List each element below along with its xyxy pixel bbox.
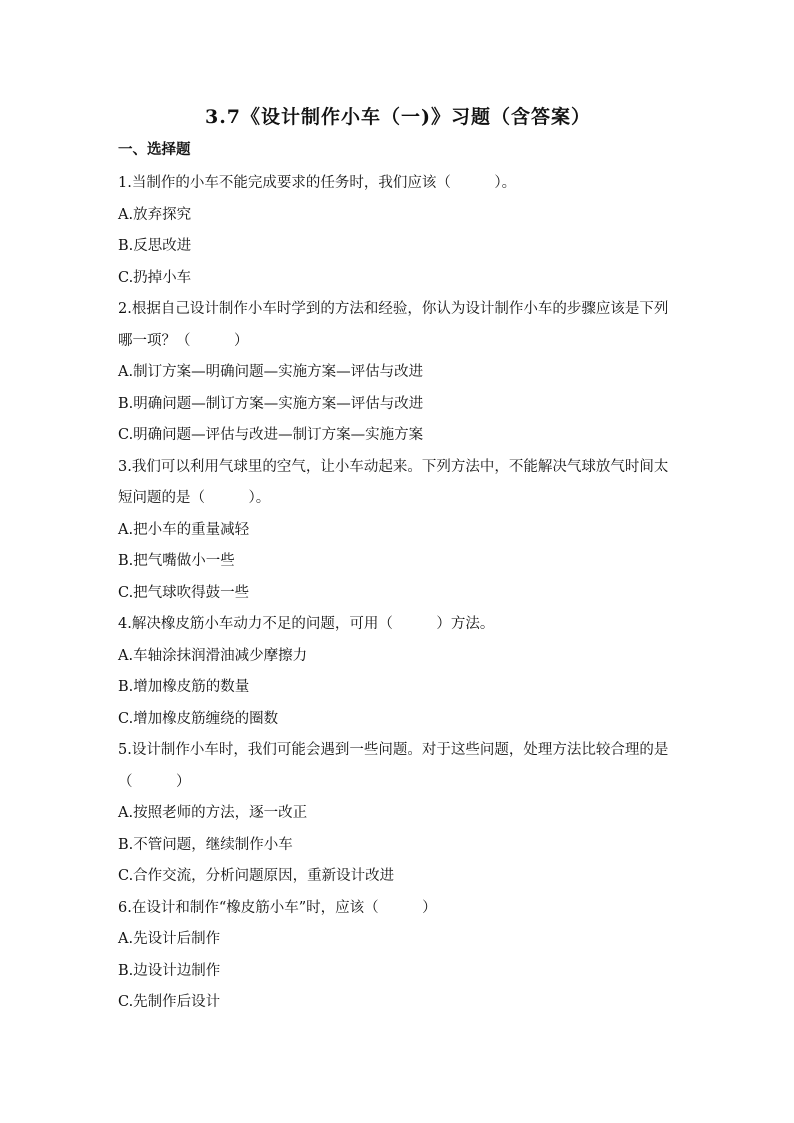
option-b: B.不管问题，继续制作小车 — [118, 836, 293, 853]
question-stem: 4.解决橡皮筋小车动力不足的问题，可用（ ）方法。 — [118, 616, 495, 632]
section-heading: 一、选择题 — [118, 141, 191, 158]
option-c: C.增加橡皮筋缠绕的圈数 — [118, 710, 279, 727]
option-a: A.先设计后制作 — [118, 931, 221, 947]
question-list — [118, 168, 678, 1019]
option-c: C.合作交流，分析问题原因，重新设计改进 — [118, 868, 395, 884]
question-3 — [118, 452, 678, 610]
option-a: A.车轴涂抹润滑油减少摩擦力 — [118, 647, 308, 664]
option-b: B.反思改进 — [118, 238, 192, 254]
option-a: A.按照老师的方法，逐一改正 — [118, 805, 308, 821]
option-a: A.制订方案—明确问题—实施方案—评估与改进 — [118, 364, 424, 380]
question-stem: 5.设计制作小车时，我们可能会遇到一些问题。对于这些问题，处理方法比较合理的是（ ） — [118, 742, 669, 790]
option-c: C.先制作后设计 — [118, 994, 221, 1010]
question-6 — [118, 893, 678, 1019]
question-5 — [118, 735, 678, 893]
question-stem: 3.我们可以利用气球里的空气，让小车动起来。下列方法中，不能解决气球放气时间太短问题的是（ ）。 — [118, 458, 669, 506]
option-b: B.明确问题—制订方案—实施方案—评估与改进 — [118, 395, 424, 412]
question-stem: 6.在设计和制作“橡皮筋小车”时，应该（ ） — [118, 899, 437, 916]
option-b: B.增加橡皮筋的数量 — [118, 679, 250, 695]
question-stem: 1.当制作的小车不能完成要求的任务时，我们应该（ ）。 — [118, 175, 517, 191]
question-4 — [118, 609, 678, 735]
document-page — [118, 100, 678, 1019]
option-a: A.把小车的重量减轻 — [118, 521, 250, 538]
question-stem: 2.根据自己设计制作小车时学到的方法和经验，你认为设计制作小车的步骤应该是下列哪一项？（ ） — [118, 301, 669, 349]
option-c: C.明确问题—评估与改进—制订方案—实施方案 — [118, 427, 424, 443]
question-1 — [118, 168, 678, 294]
option-a: A.放弃探究 — [118, 206, 192, 223]
option-c: C.把气球吹得鼓一些 — [118, 584, 250, 601]
document-title: 3.7《设计制作小车（一)》习题（含答案） — [204, 106, 592, 128]
question-2 — [118, 294, 678, 452]
option-b: B.边设计边制作 — [118, 962, 221, 979]
option-b: B.把气嘴做小一些 — [118, 553, 235, 569]
option-c: C.扔掉小车 — [118, 269, 192, 286]
